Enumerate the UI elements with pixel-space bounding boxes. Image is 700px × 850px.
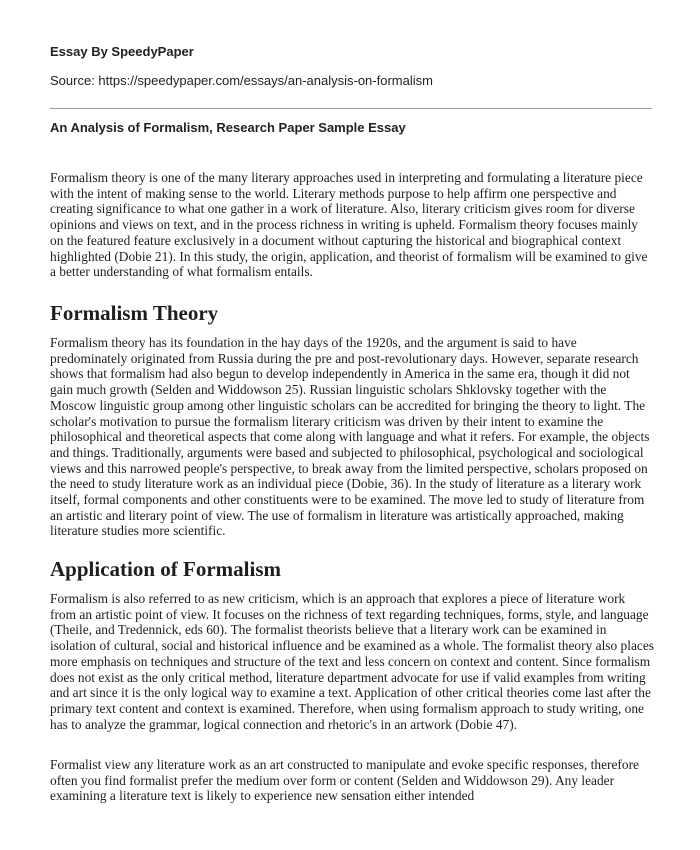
section-heading-formalism-theory: Formalism Theory bbox=[50, 301, 219, 325]
intro-paragraph: Formalism theory is one of the many literary approaches used in interpreting and formulating a literature piece with the intent of making sense to the world. Literary methods purpose to help affirm one perspective and creating significance to what one gather in a work of literature. Also, literary criticism gives room for diverse opinions and views on text, and in the process richness in writing is upheld. Formalism theory focuses mainly on the featured feature exclusively in a document without capturing the historical and biographical context highlighted (Dobie 21). In this study, the origin, application, and theorist of formalism will be examined to give a better understanding of what formalism entails. bbox=[50, 170, 648, 280]
formalism-theory-paragraph: Formalism theory has its foundation in the hay days of the 1920s, and the argument is said to have predominately originated from Russia during the pre and post-revolutionary days. However, separate research shows that formalism had also begun to develop independently in America in the same era, though it did not gain much growth (Selden and Widdowson 25). Russian linguistic scholars Shklovsky together with the Moscow linguistic group among other linguistic scholars can be accredited for bringing the theory to light. The scholar's motivation to pursue the formalism literary criticism was driven by their intent to examine the philosophical and theoretical aspects that come along with language and what it refers. For example, the objects and things. Traditionally, arguments were based and subjected to philosophical, psychological and sociological views and this narrowed people's perspective, to break away from the limited perspective, scholars proposed on the need to study literature work as an individual piece (Dobie, 36). In the study of literature as a literary work itself, formal components and other constituents were to be examined. The move led to study of literature from an artistic and literary point of view. The use of formalism in literature was artistically approached, making literature studies more scientific. bbox=[50, 335, 650, 539]
brand-label: Essay By SpeedyPaper bbox=[50, 44, 194, 59]
section-heading-application: Application of Formalism bbox=[50, 557, 281, 581]
application-paragraph-1: Formalism is also referred to as new criticism, which is an approach that explores a piece of literature work from an artistic point of view. It focuses on the richness of text regarding techniques, forms, style, and language (Theile, and Tredennick, eds 60). The formalist theorists believe that a literary work can be examined in isolation of cultural, social and historical influence and be examined as a whole. The formalist theory also places more emphasis on techniques and structure of the text and less concern on context and content. Since formalism does not exist as the only critical method, literature department advocate for use if valid examples from writing and art since it is the only logical way to examine a text. Application of other critical theories come last after the primary text content and context is examined. Therefore, when using formalism approach to study writing, one has to analyze the grammar, logical connection and rhetoric's in an artwork (Dobie 47). bbox=[50, 591, 654, 732]
essay-title: An Analysis of Formalism, Research Paper Sample Essay bbox=[50, 120, 406, 135]
source-line: Source: https://speedypaper.com/essays/an-analysis-on-formalism bbox=[50, 73, 433, 88]
header-divider bbox=[50, 108, 652, 109]
application-paragraph-2: Formalist view any literature work as an art constructed to manipulate and evoke specific responses, therefore often you find formalist prefer the medium over form or content (Selden and Widdowson 29). Any leader examining a literature text is likely to experience new sensation either intended bbox=[50, 757, 639, 804]
